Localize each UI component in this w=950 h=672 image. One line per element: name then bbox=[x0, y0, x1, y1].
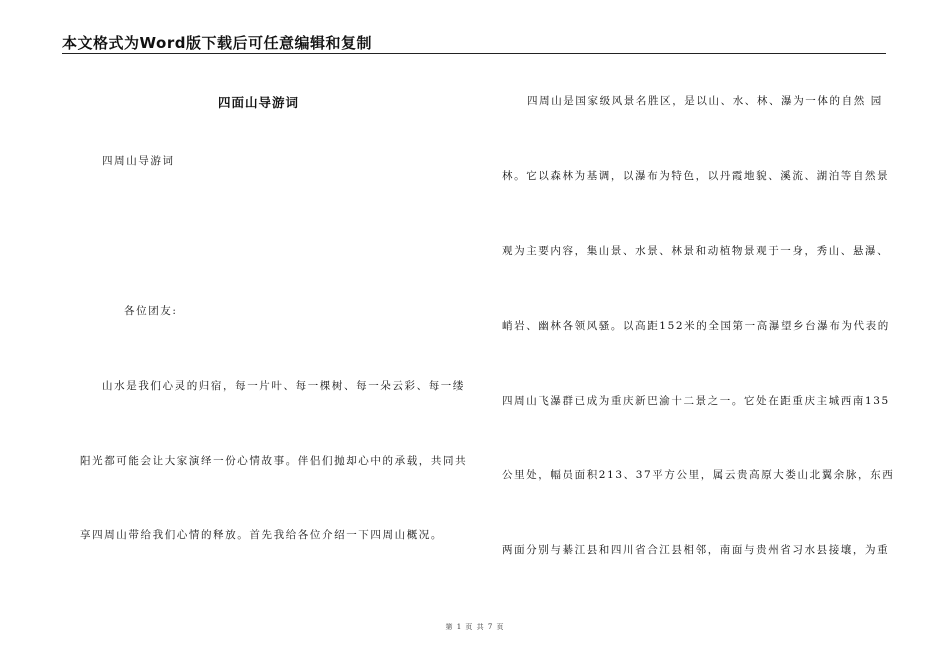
paragraph-line: 观为主要内容，集山景、水景、林景和动植物景观于一身，秀山、悬瀑、 bbox=[502, 245, 890, 257]
paragraph-line: 峭岩、幽林各领风骚。以高距152米的全国第一高瀑望乡台瀑布为代表的 bbox=[502, 320, 890, 332]
page-footer: 第 1 页 共 7 页 bbox=[445, 623, 505, 631]
paragraph-line: 山水是我们心灵的归宿，每一片叶、每一棵树、每一朵云彩、每一缕 bbox=[102, 380, 465, 392]
greeting: 各位团友: bbox=[124, 305, 178, 317]
paragraph-line: 四周山是国家级风景名胜区，是以山、水、林、瀑为一体的自然 园 bbox=[527, 95, 883, 107]
paragraph-line: 享四周山带给我们心情的释放。首先我给各位介绍一下四周山概况。 bbox=[80, 529, 443, 541]
subtitle: 四周山导游词 bbox=[102, 155, 175, 167]
paragraph-line: 公里处，幅员面积213、37平方公里，属云贵高原大娄山北翼余脉，东西 bbox=[502, 469, 895, 481]
document-banner: 本文格式为Word版下载后可任意编辑和复制 bbox=[62, 34, 372, 52]
banner-divider bbox=[62, 53, 886, 54]
paragraph-line: 阳光都可能会让大家演绎一份心情故事。伴侣们抛却心中的承载，共同共 bbox=[80, 455, 468, 467]
paragraph-line: 四周山飞瀑群已成为重庆新巴渝十二景之一。它处在距重庆主城西南135 bbox=[502, 395, 890, 407]
document-title: 四面山导游词 bbox=[218, 95, 300, 110]
paragraph-line: 两面分别与綦江县和四川省合江县相邻，南面与贵州省习水县接壤，为重 bbox=[502, 544, 890, 556]
paragraph-line: 林。它以森林为基调，以瀑布为特色，以丹霞地貌、溪流、湖泊等自然景 bbox=[502, 170, 890, 182]
